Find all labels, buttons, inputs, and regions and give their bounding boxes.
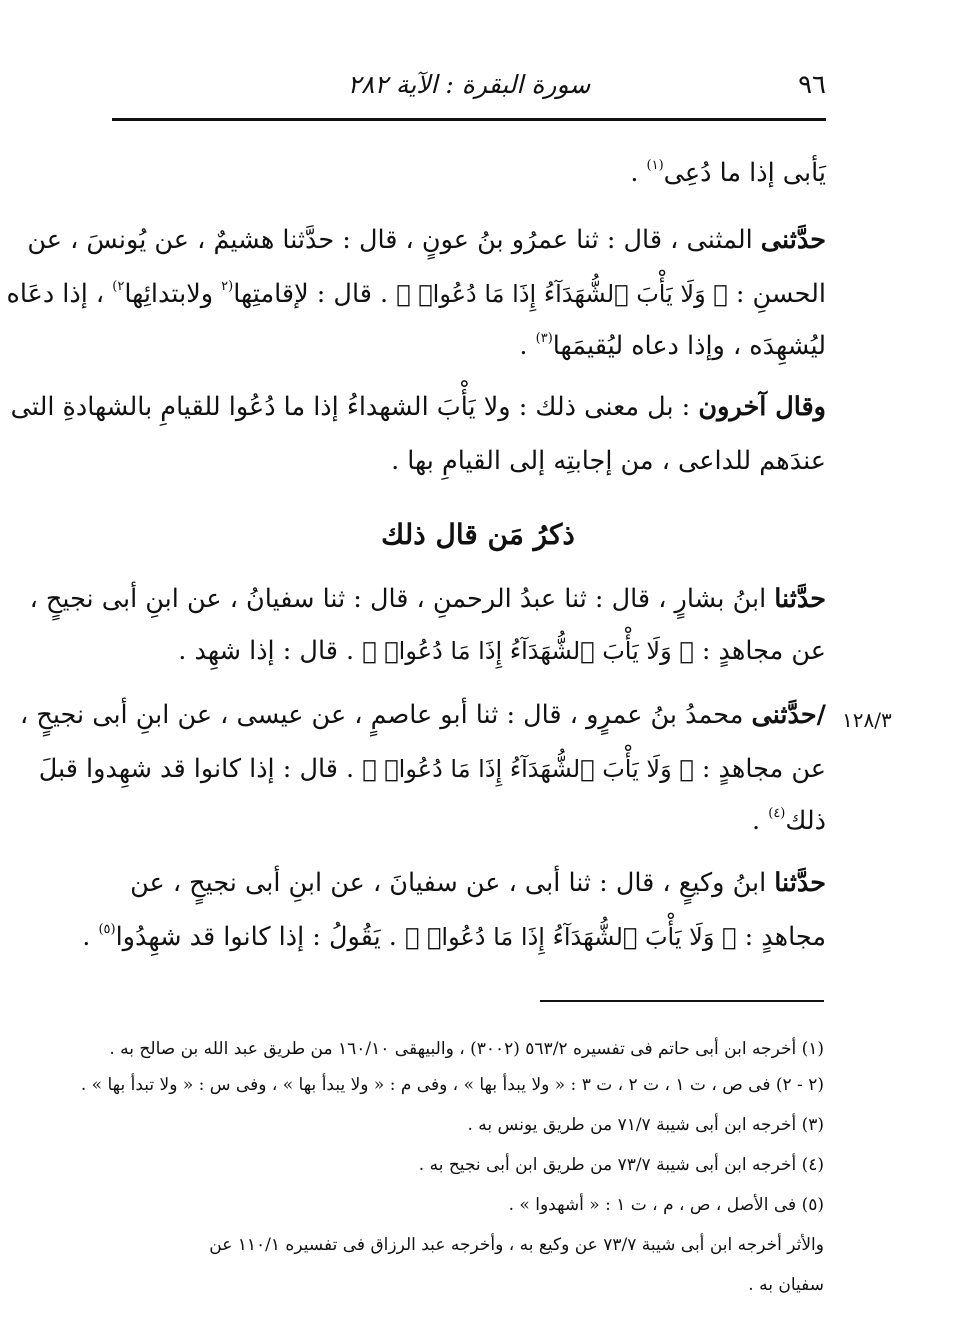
text: عن مجاهدٍ : [693, 754, 826, 784]
footnote-marker: (٥) [98, 922, 116, 937]
text: . [82, 922, 99, 952]
body-line [6, 279, 826, 311]
text: ذلك [785, 806, 826, 836]
narration-lead: حدَّثنا [774, 868, 826, 898]
body-line [38, 754, 826, 786]
body-line [112, 331, 826, 363]
body-line [20, 700, 826, 732]
text: . [630, 158, 647, 188]
quran-quote: ﴿ وَلَا يَأْبَ ٱلشُّهَدَآءُ إِذَا مَا دُعُوا۟ ﴾ [362, 637, 694, 665]
page-number: ٩٦ [798, 70, 826, 100]
text: المثنى ، قال : ثنا عمرُو بنُ عونٍ ، قال : حدَّثنا هشيمٌ ، عن يُونسَ ، عن [27, 225, 761, 255]
footnote-rule [540, 1000, 824, 1002]
footnote: (٤) أخرجه ابن أبى شيبة ٧٣/٧ من طريق ابن أبى نجيح به . [418, 1155, 824, 1175]
text: مجاهدٍ : [736, 922, 826, 952]
page-header [112, 66, 826, 106]
footnote: (١) أخرجه ابن أبى حاتم فى تفسيره ٥٦٣/٢ (٣٠٠٢) ، والبيهقى ١٦٠/١٠ من طريق عبد الله بن صالح به . [109, 1039, 824, 1059]
footnote-marker: (١) [646, 158, 664, 173]
text: . قال : لإقامتِها [233, 279, 397, 309]
footnote: سفيان به . [748, 1275, 824, 1295]
running-title: سورة البقرة : الآية ٢٨٢ [347, 70, 591, 99]
margin-reference: ١٢٨/٣ [842, 708, 892, 732]
body-line [112, 636, 826, 668]
text: محمدُ بنُ عمرٍو ، قال : ثنا أبو عاصمٍ ، عن عيسى ، عن ابنِ أبى نجيحٍ ، [20, 700, 752, 730]
footnote: (٥) فى الأصل ، ص ، م ، ت ١ : « أشهدوا » . [508, 1195, 824, 1215]
text: . [752, 806, 769, 836]
body-line [112, 446, 826, 478]
body-line [29, 584, 826, 616]
body-line [10, 392, 826, 424]
text: ، إذا دعَاه [6, 279, 113, 309]
body-line [82, 922, 826, 954]
narration-lead: وقال آخرون [698, 392, 826, 422]
narration-lead: حدَّثنا [774, 584, 826, 614]
text: عن مجاهدٍ : [693, 636, 826, 666]
footnote-marker: ٢) [112, 279, 125, 294]
text: ابنُ وكيعٍ ، قال : ثنا أبى ، عن سفيانَ ، عن ابنِ أبى نجيحٍ ، عن [130, 868, 775, 898]
footnote-marker: (٤) [768, 806, 786, 821]
body-line [27, 225, 826, 257]
body-line [112, 806, 826, 838]
footnote: (٢ - ٢) فى ص ، ت ١ ، ت ٢ ، ت ٣ : « ولا يبدأ بها » ، وفى م : « ولا يبدأ بها » ، وفى س : « ولا تبدأ بها » . [80, 1075, 824, 1095]
text: ابنُ بشارٍ ، قال : ثنا عبدُ الرحمنِ ، قال : ثنا سفيانُ ، عن ابنِ أبى نجيحٍ ، [29, 584, 775, 614]
footnote-marker: (٣) [535, 331, 553, 346]
body-line [112, 868, 826, 900]
text: : بل معنى ذلك : ولا يَأْبَ الشهداءُ إذا ما دُعُوا للقيامِ بالشهادةِ التى [10, 392, 699, 422]
quran-quote: ﴿ وَلَا يَأْبَ ٱلشُّهَدَآءُ إِذَا مَا دُعُوا۟ ﴾ [404, 923, 737, 951]
quran-quote: ﴿ وَلَا يَأْبَ ٱلشُّهَدَآءُ إِذَا مَا دُعُوا۟ ﴾ [362, 755, 694, 783]
narration-lead: /حدَّثنى [751, 700, 826, 730]
text: . قال : إذا كانوا قد شهِدوا قبلَ [38, 754, 363, 784]
text: عندَهم للداعى ، من إجابتِه إلى القيامِ بها . [391, 446, 826, 476]
header-rule [112, 118, 826, 121]
footnote-marker: (٢ [221, 279, 234, 294]
footnote: والأثر أخرجه ابن أبى شيبة ٧٣/٧ عن وكيع به ، وأخرجه عبد الرزاق فى تفسيره ١١٠/١ عن [209, 1235, 824, 1255]
text: ولابتدائِها [124, 279, 222, 309]
quran-quote: ﴿ وَلَا يَأْبَ ٱلشُّهَدَآءُ إِذَا مَا دُعُوا۟ ﴾ [396, 280, 728, 308]
body-line [112, 158, 826, 190]
text: ليُشهِدَه ، وإذا دعاه ليُقيمَها [552, 331, 826, 361]
text: . قال : إذا شهِد . [178, 636, 363, 666]
text: الحسنِ : [727, 279, 826, 309]
section-heading: ذكرُ مَن قال ذلك [381, 518, 575, 551]
text: يَأبى إذا ما دُعِى [663, 158, 826, 188]
text: . [519, 331, 536, 361]
footnote: (٣) أخرجه ابن أبى شيبة ٧١/٧ من طريق يونس به . [467, 1115, 824, 1135]
narration-lead: حدَّثنى [760, 225, 826, 255]
text: . يَقُولُ : إذا كانوا قد شهِدُوا [115, 922, 405, 952]
